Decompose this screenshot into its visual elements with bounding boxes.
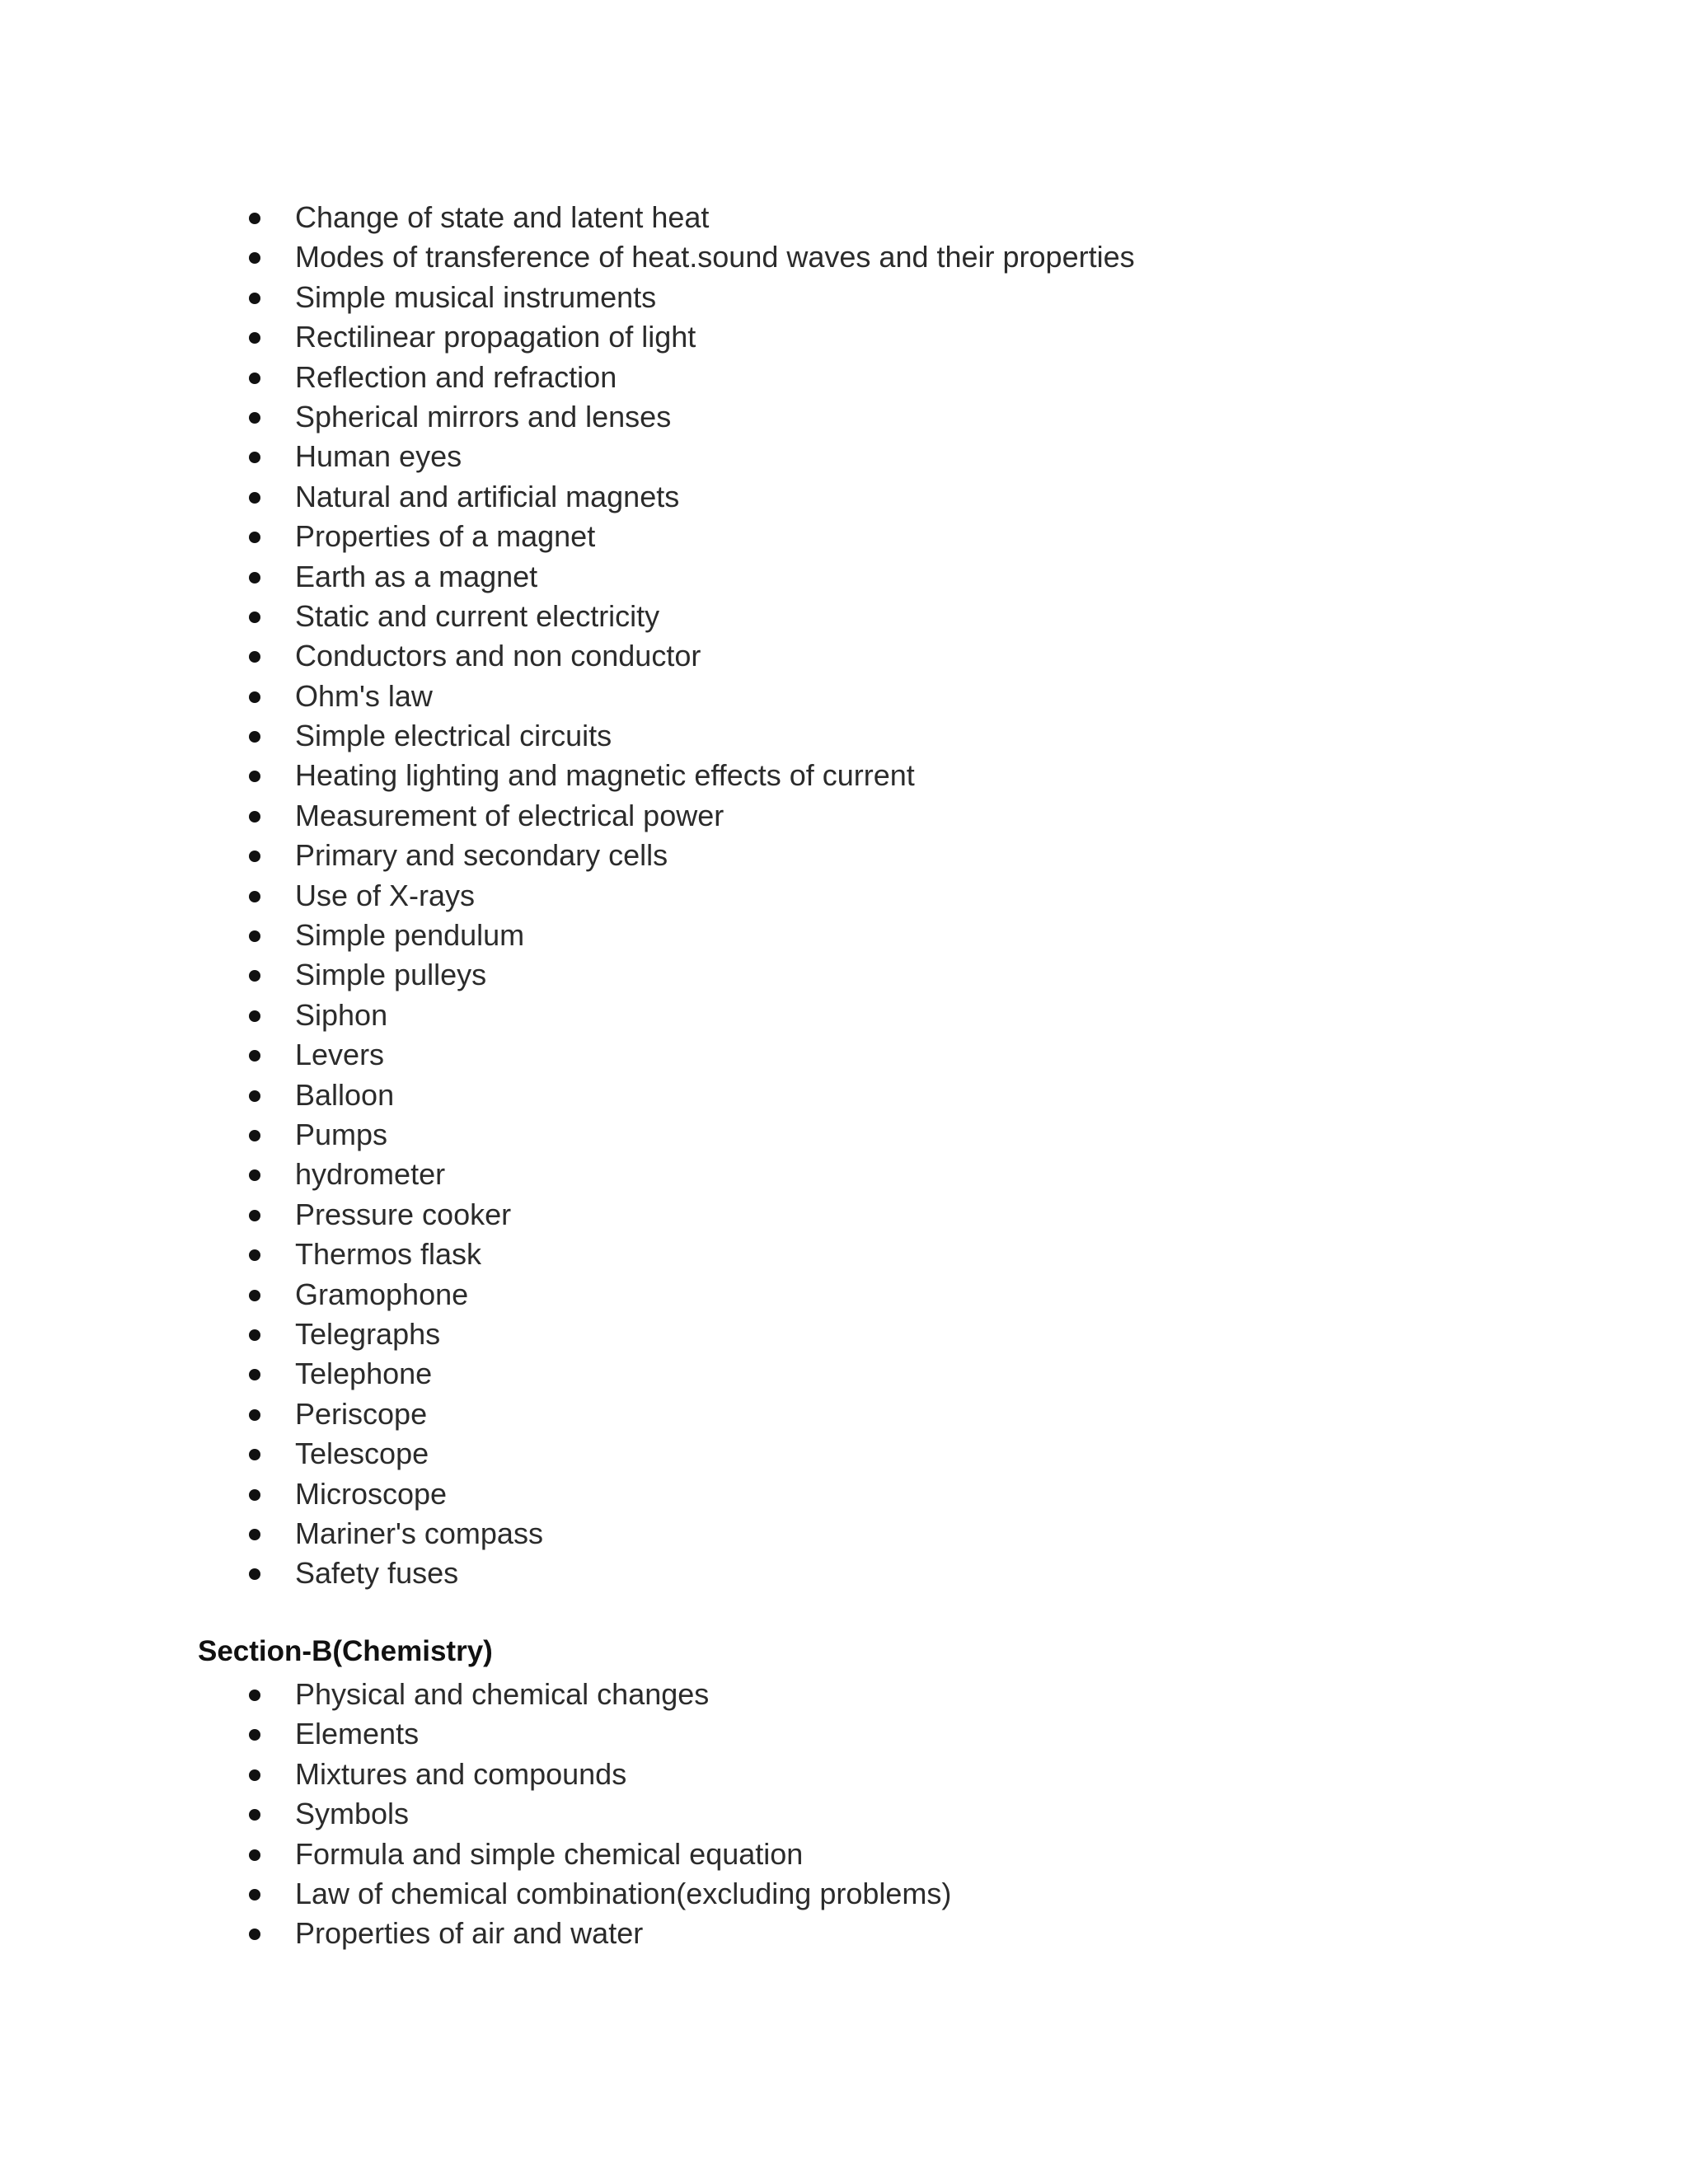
list-item-text: Simple pendulum <box>295 918 525 953</box>
list-item <box>0 716 1135 756</box>
list-item-text: Periscope <box>295 1396 428 1431</box>
list-item <box>0 437 1135 476</box>
list-item <box>0 796 1135 836</box>
list-item-text: Simple pulleys <box>295 958 487 992</box>
list-item <box>0 1235 1135 1274</box>
bullet-icon <box>249 1050 260 1062</box>
list-item <box>0 1035 1135 1075</box>
bullet-icon <box>249 1369 260 1380</box>
list-item-text: Earth as a magnet <box>295 559 538 593</box>
list-item-text: Siphon <box>295 997 388 1032</box>
list-item <box>0 636 1135 676</box>
bullet-icon <box>249 332 260 344</box>
list-item <box>0 1315 1135 1354</box>
list-item-text: Telescope <box>295 1436 429 1471</box>
bullet-icon <box>249 1568 260 1580</box>
bullet-icon <box>249 1010 260 1022</box>
list-item-text: Pressure cooker <box>295 1197 512 1231</box>
bullet-icon <box>249 1210 260 1221</box>
list-item <box>0 1835 951 1874</box>
list-item-text: Levers <box>295 1038 385 1072</box>
list-item <box>0 1755 951 1794</box>
list-item <box>0 876 1135 916</box>
list-item <box>0 1554 1135 1593</box>
list-item-text: Primary and secondary cells <box>295 838 668 873</box>
bullet-icon <box>249 1929 260 1940</box>
bullet-icon <box>249 1130 260 1141</box>
list-item <box>0 996 1135 1035</box>
bullet-icon <box>249 891 260 902</box>
bullet-icon <box>249 1409 260 1421</box>
bullet-icon <box>249 1090 260 1102</box>
list-item <box>0 1155 1135 1194</box>
bullet-icon <box>249 1690 260 1701</box>
bullet-icon <box>249 1849 260 1861</box>
bullet-icon <box>249 1529 260 1540</box>
list-item <box>0 1434 1135 1474</box>
list-item <box>0 1874 951 1914</box>
list-item <box>0 1675 951 1714</box>
list-item <box>0 317 1135 357</box>
bullet-icon <box>249 691 260 703</box>
list-item-text: Gramophone <box>295 1277 469 1311</box>
list-item-text: Ohm's law <box>295 678 433 713</box>
section-heading-chemistry: Section-B(Chemistry) <box>198 1635 493 1667</box>
list-item <box>0 1714 951 1754</box>
list-item-text: Rectilinear propagation of light <box>295 320 696 354</box>
list-item <box>0 237 1135 277</box>
bullet-icon <box>249 651 260 663</box>
list-item-text: Balloon <box>295 1077 395 1112</box>
list-item-text: Reflection and refraction <box>295 359 617 394</box>
bullet-icon <box>249 1290 260 1301</box>
bullet-icon <box>249 532 260 543</box>
bullet-icon <box>249 572 260 583</box>
list-item-text: Mariner's compass <box>295 1516 543 1550</box>
list-item-text: Pumps <box>295 1117 388 1151</box>
bullet-icon <box>249 293 260 304</box>
list-item <box>0 1914 951 1953</box>
bullet-icon <box>249 1329 260 1341</box>
list-item <box>0 916 1135 955</box>
bullet-icon <box>249 213 260 224</box>
bullet-icon <box>249 970 260 982</box>
list-item-text: Simple musical instruments <box>295 279 657 314</box>
bullet-icon <box>249 612 260 623</box>
list-item-text: Natural and artificial magnets <box>295 479 680 513</box>
bullet-icon <box>249 373 260 384</box>
list-item-text: Change of state and latent heat <box>295 200 710 234</box>
bullet-icon <box>249 851 260 862</box>
bullet-icon <box>249 452 260 463</box>
list-item-text: Formula and simple chemical equation <box>295 1836 804 1871</box>
bullet-icon <box>249 1889 260 1900</box>
list-item-text: hydrometer <box>295 1157 446 1192</box>
list-item <box>0 1275 1135 1315</box>
bullet-icon <box>249 412 260 424</box>
list-item <box>0 1794 951 1834</box>
list-item <box>0 1394 1135 1434</box>
bullet-icon <box>249 1729 260 1741</box>
bullet-icon <box>249 1449 260 1460</box>
bullet-icon <box>249 492 260 504</box>
chemistry-topic-list <box>0 1675 951 1954</box>
list-item <box>0 278 1135 317</box>
bullet-icon <box>249 1769 260 1781</box>
list-item-text: Static and current electricity <box>295 598 660 633</box>
list-item-text: Elements <box>295 1717 420 1751</box>
list-item <box>0 358 1135 397</box>
list-item <box>0 517 1135 556</box>
list-item-text: Mixtures and compounds <box>295 1756 627 1791</box>
list-item-text: Conductors and non conductor <box>295 639 701 673</box>
list-item <box>0 1354 1135 1394</box>
bullet-icon <box>249 930 260 942</box>
list-item <box>0 1115 1135 1155</box>
list-item-text: Properties of air and water <box>295 1916 644 1951</box>
list-item <box>0 677 1135 716</box>
list-item <box>0 1195 1135 1235</box>
bullet-icon <box>249 1809 260 1821</box>
list-item-text: Spherical mirrors and lenses <box>295 399 672 434</box>
list-item <box>0 597 1135 636</box>
list-item-text: Heating lighting and magnetic effects of current <box>295 758 915 793</box>
list-item <box>0 1076 1135 1115</box>
list-item-text: Thermos flask <box>295 1237 482 1272</box>
list-item-text: Modes of transference of heat.sound waves and their properties <box>295 240 1135 274</box>
list-item <box>0 1474 1135 1514</box>
list-item-text: Use of X-rays <box>295 878 476 912</box>
list-item <box>0 477 1135 517</box>
bullet-icon <box>249 771 260 782</box>
list-item-text: Law of chemical combination(excluding problems) <box>295 1876 952 1910</box>
bullet-icon <box>249 1249 260 1261</box>
list-item-text: Symbols <box>295 1797 410 1831</box>
list-item-text: Properties of a magnet <box>295 519 596 554</box>
list-item <box>0 836 1135 875</box>
list-item <box>0 198 1135 237</box>
list-item-text: Human eyes <box>295 439 462 474</box>
list-item-text: Measurement of electrical power <box>295 798 724 832</box>
bullet-icon <box>249 731 260 743</box>
list-item-text: Telephone <box>295 1357 433 1391</box>
list-item-text: Telegraphs <box>295 1316 441 1351</box>
list-item <box>0 557 1135 597</box>
bullet-icon <box>249 1489 260 1501</box>
list-item-text: Microscope <box>295 1476 448 1511</box>
list-item-text: Simple electrical circuits <box>295 719 612 753</box>
list-item <box>0 1514 1135 1554</box>
bullet-icon <box>249 1169 260 1181</box>
list-item <box>0 955 1135 995</box>
list-item-text: Safety fuses <box>295 1556 459 1591</box>
list-item-text: Physical and chemical changes <box>295 1677 710 1711</box>
physics-topic-list <box>0 198 1135 1594</box>
list-item <box>0 397 1135 437</box>
list-item <box>0 756 1135 795</box>
bullet-icon <box>249 252 260 264</box>
bullet-icon <box>249 811 260 823</box>
